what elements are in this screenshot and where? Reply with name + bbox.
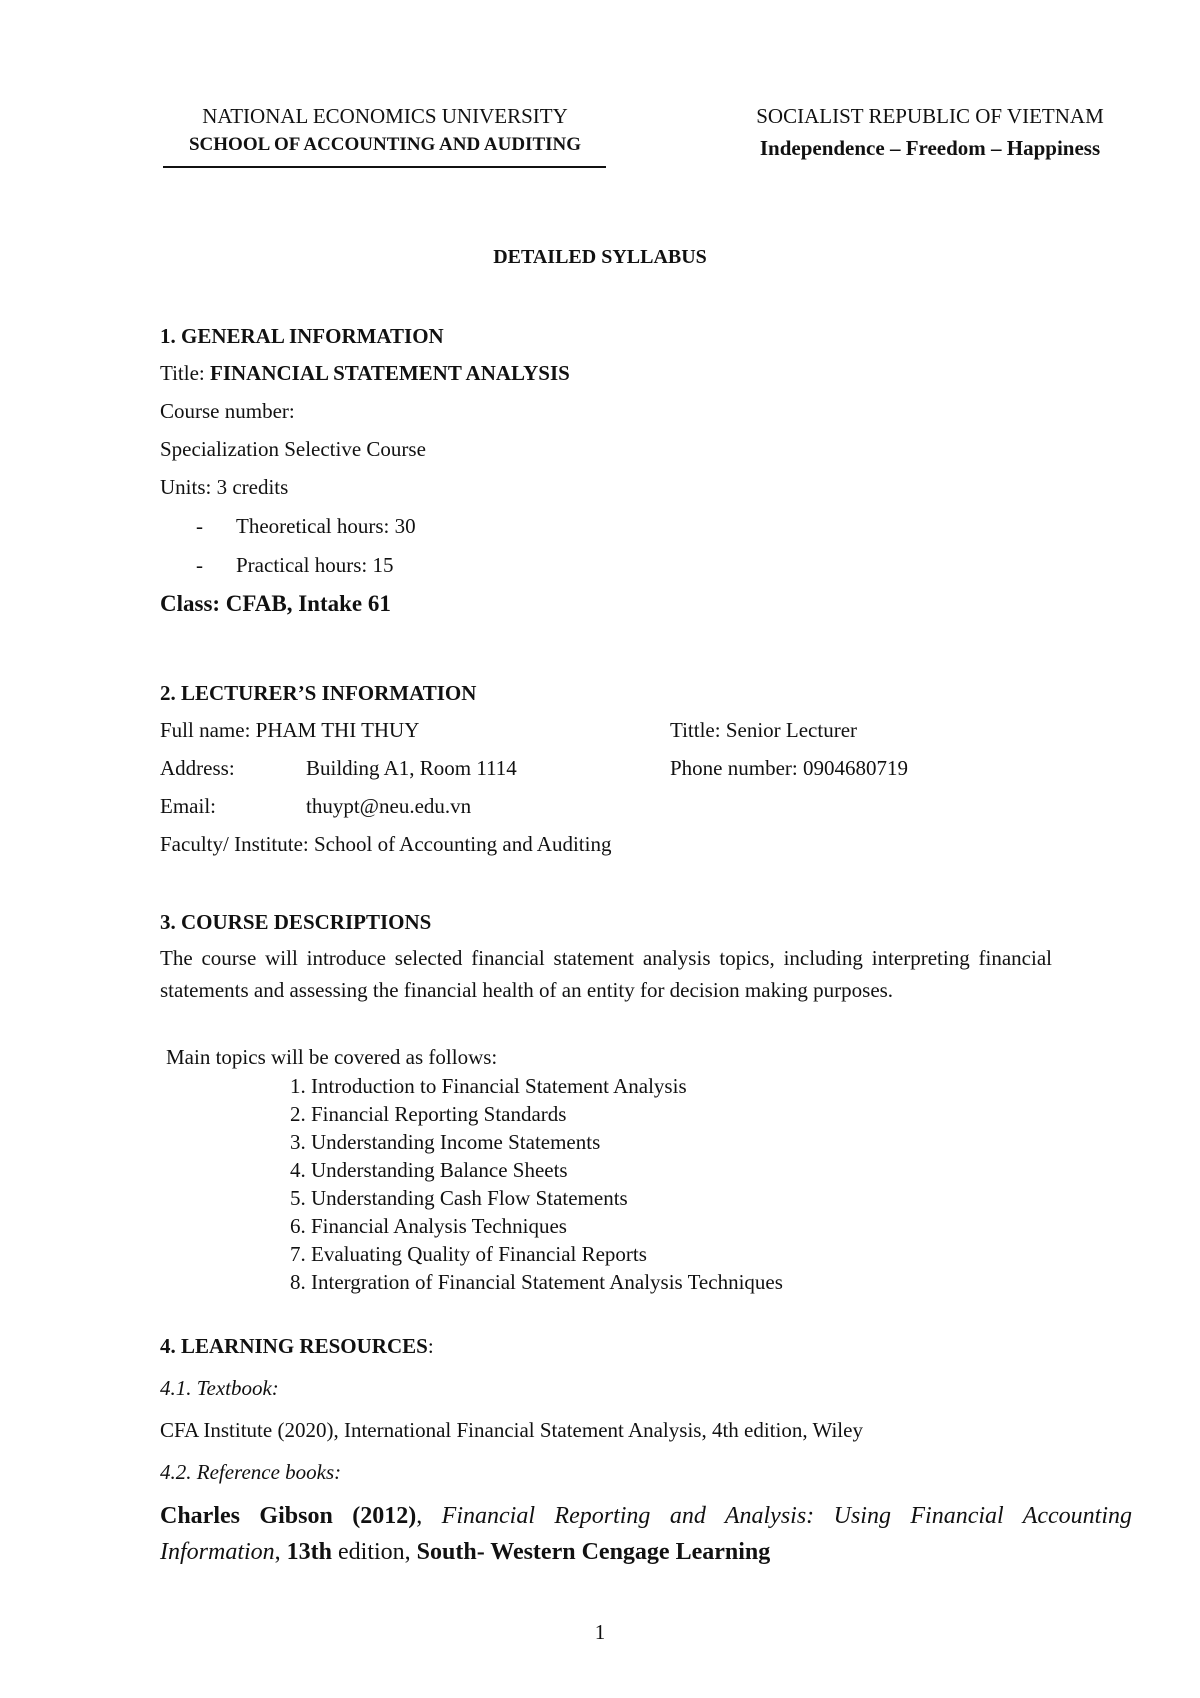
reference-edition-number: 13th <box>286 1539 333 1565</box>
document-title: DETAILED SYLLABUS <box>493 246 707 268</box>
course-type: Specialization Selective Course <box>160 437 426 461</box>
bullet-marker: - <box>196 553 203 577</box>
list-item: 1. Introduction to Financial Statement Analysis <box>290 1074 687 1098</box>
national-motto: Independence – Freedom – Happiness <box>759 136 1101 160</box>
list-item: 4. Understanding Balance Sheets <box>290 1158 568 1182</box>
list-item: 7. Evaluating Quality of Financial Reports <box>290 1242 647 1266</box>
reference-title: Financial Reporting and Analysis: Using Financial Accounting Information <box>160 1503 1133 1565</box>
list-item: 8. Intergration of Financial Statement Analysis Techniques <box>290 1270 783 1294</box>
email-link[interactable]: thuypt@neu.edu.vn <box>306 794 472 818</box>
address-label: Address: <box>160 756 235 780</box>
section-2-heading: 2. LECTURER’S INFORMATION <box>160 681 477 705</box>
country-name: SOCIALIST REPUBLIC OF VIETNAM <box>756 104 1104 128</box>
theoretical-hours: Theoretical hours: 30 <box>236 514 416 538</box>
reference-comma: , <box>274 1539 287 1565</box>
header-underline <box>163 166 606 168</box>
textbook-label: 4.1. Textbook: <box>160 1376 279 1400</box>
phone-number: Phone number: 0904680719 <box>670 756 908 780</box>
reference-label: 4.2. Reference books: <box>160 1460 342 1484</box>
list-item <box>196 514 416 539</box>
course-description: The course will introduce selected financial statement analysis topics, including interpreting financial statements and assessing the financial health of an entity for decision making purposes. <box>160 946 1052 1002</box>
lecturer-name: Full name: PHAM THI THUY <box>160 718 420 742</box>
list-item: 5. Understanding Cash Flow Statements <box>290 1186 628 1210</box>
units: Units: 3 credits <box>160 475 289 499</box>
course-title-label: Title: <box>160 361 210 385</box>
faculty: Faculty/ Institute: School of Accounting and Auditing <box>160 832 612 856</box>
topics-intro: Main topics will be covered as follows: <box>166 1045 498 1069</box>
university-name: NATIONAL ECONOMICS UNIVERSITY <box>202 104 568 128</box>
list-item <box>196 553 393 578</box>
school-name: SCHOOL OF ACCOUNTING AND AUDITING <box>188 134 582 155</box>
course-title-line <box>160 361 570 386</box>
section-4-heading: 4. LEARNING RESOURCES <box>160 1334 428 1358</box>
list-item: 6. Financial Analysis Techniques <box>290 1214 567 1238</box>
list-item: 3. Understanding Income Statements <box>290 1130 601 1154</box>
section-3-heading: 3. COURSE DESCRIPTIONS <box>160 910 432 934</box>
section-4-heading-colon: : <box>427 1334 434 1358</box>
reference-edition-word: edition, <box>332 1539 417 1565</box>
course-number: Course number: <box>160 399 295 423</box>
bullet-marker: - <box>196 514 203 538</box>
list-item: 2. Financial Reporting Standards <box>290 1102 567 1126</box>
practical-hours: Practical hours: 15 <box>236 553 394 577</box>
textbook-citation: CFA Institute (2020), International Financial Statement Analysis, 4th edition, Wiley <box>160 1418 863 1442</box>
section-1-heading: 1. GENERAL INFORMATION <box>160 324 444 348</box>
course-title-value: FINANCIAL STATEMENT ANALYSIS <box>210 361 570 385</box>
reference-author: Charles Gibson (2012) <box>160 1503 417 1529</box>
lecturer-title: Tittle: Senior Lecturer <box>670 718 858 742</box>
section-4-heading-line <box>160 1334 434 1359</box>
class-info: Class: CFAB, Intake 61 <box>160 591 391 616</box>
address-value: Building A1, Room 1114 <box>306 756 517 780</box>
reference-separator: , <box>416 1503 442 1529</box>
page-number: 1 <box>594 1620 606 1644</box>
reference-publisher: South- Western Cengage Learning <box>416 1539 771 1565</box>
email-label: Email: <box>160 794 216 818</box>
reference-citation <box>160 1498 1132 1570</box>
